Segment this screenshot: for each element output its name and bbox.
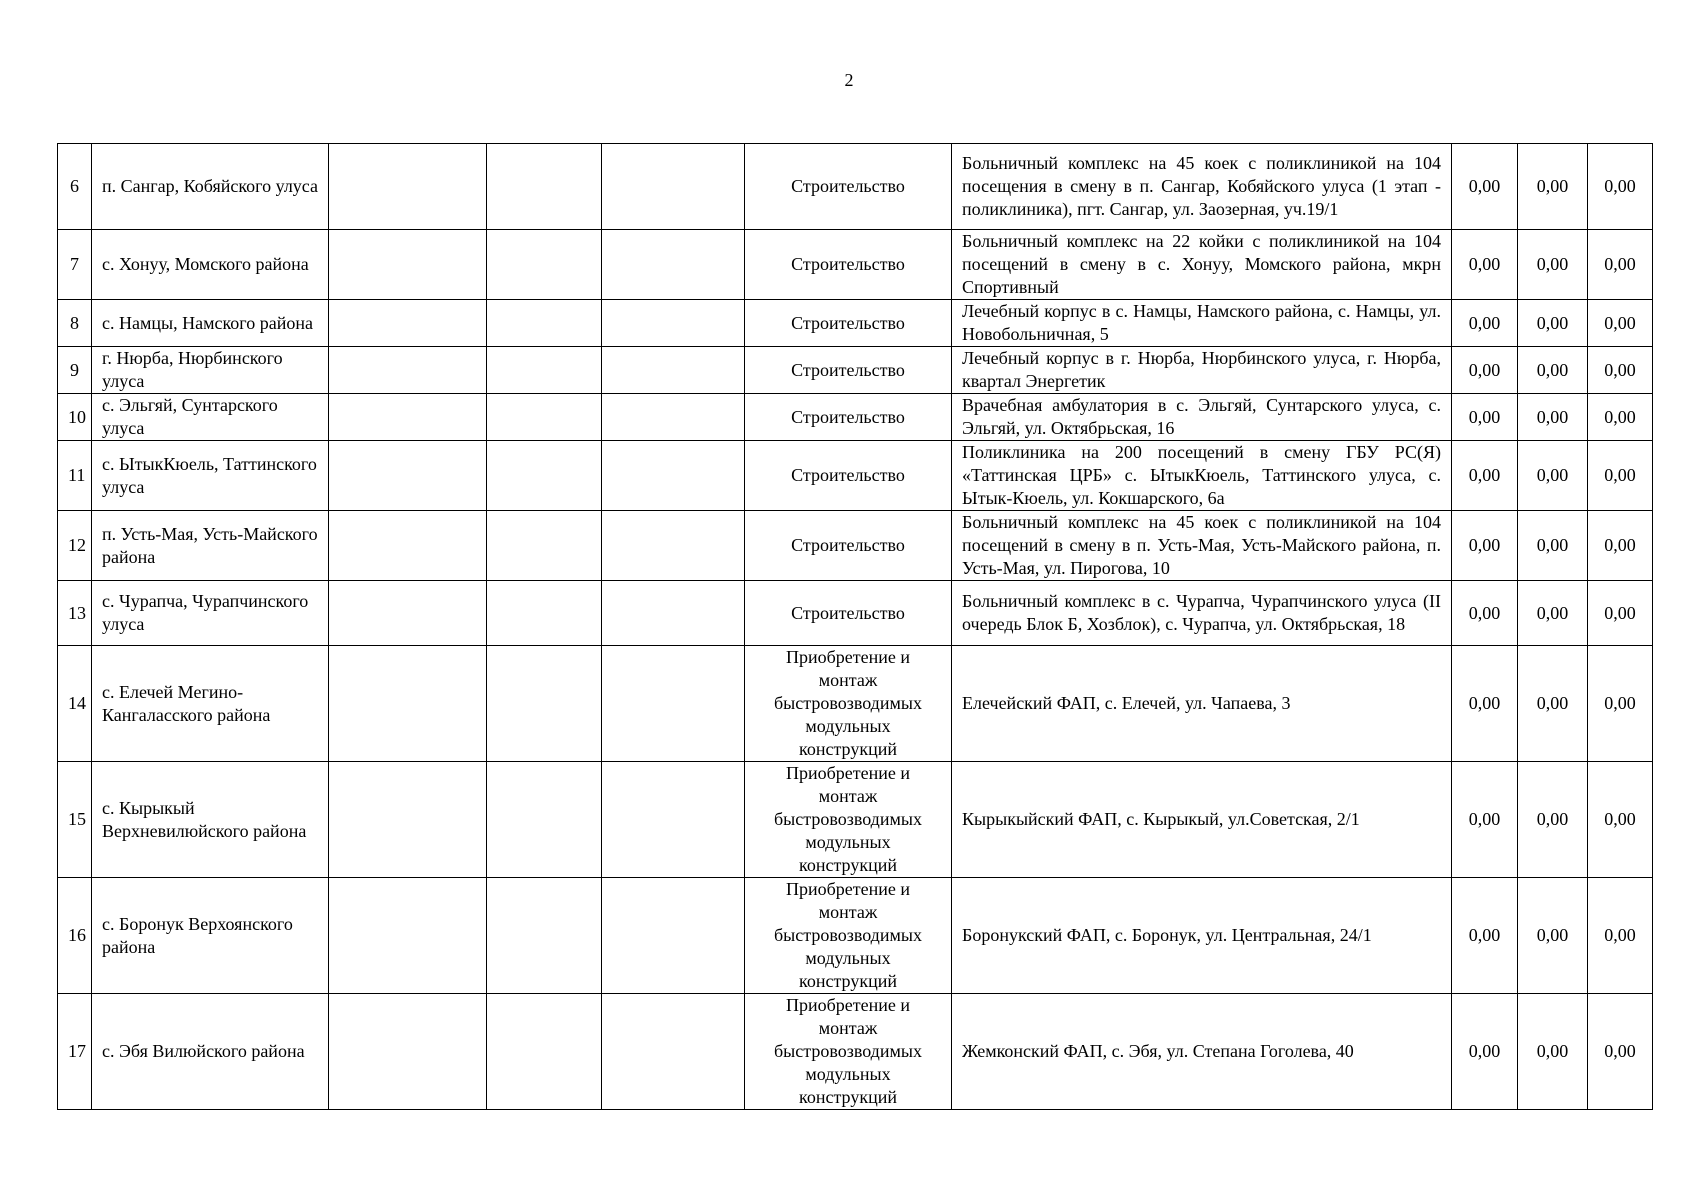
row-work-type: Строительство — [745, 347, 952, 394]
row-work-type: Строительство — [745, 230, 952, 300]
empty-cell — [329, 394, 487, 441]
empty-cell — [329, 347, 487, 394]
row-location: п. Усть-Мая, Усть-Майского района — [92, 511, 329, 581]
row-value-2: 0,00 — [1518, 300, 1588, 347]
row-number: 16 — [58, 878, 92, 994]
empty-cell — [329, 878, 487, 994]
row-value-1: 0,00 — [1452, 144, 1518, 230]
row-object: Врачебная амбулатория в с. Эльгяй, Сунтарского улуса, с. Эльгяй, ул. Октябрьская, 16 — [952, 394, 1452, 441]
row-work-type: Строительство — [745, 300, 952, 347]
empty-cell — [602, 394, 745, 441]
row-number: 10 — [58, 394, 92, 441]
empty-cell — [602, 581, 745, 646]
row-value-3: 0,00 — [1588, 144, 1653, 230]
row-location: с. Боронук Верхоянского района — [92, 878, 329, 994]
row-value-3: 0,00 — [1588, 762, 1653, 878]
row-value-2: 0,00 — [1518, 347, 1588, 394]
row-location: с. ЫтыкКюель, Таттинского улуса — [92, 441, 329, 511]
table-row — [58, 441, 1653, 511]
row-number: 8 — [58, 300, 92, 347]
row-number: 17 — [58, 994, 92, 1110]
row-value-2: 0,00 — [1518, 230, 1588, 300]
row-value-3: 0,00 — [1588, 646, 1653, 762]
row-value-2: 0,00 — [1518, 994, 1588, 1110]
row-object: Жемконский ФАП, с. Эбя, ул. Степана Гоголева, 40 — [952, 994, 1452, 1110]
row-location: с. Хонуу, Момского района — [92, 230, 329, 300]
row-value-1: 0,00 — [1452, 300, 1518, 347]
empty-cell — [602, 762, 745, 878]
table-body — [58, 144, 1653, 1110]
empty-cell — [329, 994, 487, 1110]
row-value-2: 0,00 — [1518, 144, 1588, 230]
row-object: Боронукский ФАП, с. Боронук, ул. Центральная, 24/1 — [952, 878, 1452, 994]
empty-cell — [602, 441, 745, 511]
row-value-2: 0,00 — [1518, 581, 1588, 646]
empty-cell — [329, 762, 487, 878]
row-location: г. Нюрба, Нюрбинского улуса — [92, 347, 329, 394]
row-location: с. Елечей Мегино-Кангаласского района — [92, 646, 329, 762]
empty-cell — [602, 511, 745, 581]
empty-cell — [487, 394, 602, 441]
empty-cell — [329, 581, 487, 646]
empty-cell — [487, 878, 602, 994]
empty-cell — [487, 994, 602, 1110]
row-value-2: 0,00 — [1518, 511, 1588, 581]
facilities-table — [57, 143, 1653, 1110]
row-value-2: 0,00 — [1518, 646, 1588, 762]
row-value-3: 0,00 — [1588, 581, 1653, 646]
row-number: 14 — [58, 646, 92, 762]
empty-cell — [329, 441, 487, 511]
row-object: Больничный комплекс на 45 коек с поликлиникой на 104 посещения в смену в п. Сангар, Кобяйского улуса (1 этап - поликлиника), пгт. Сангар, ул. Заозерная, уч.19/1 — [952, 144, 1452, 230]
empty-cell — [602, 646, 745, 762]
table-row — [58, 300, 1653, 347]
empty-cell — [329, 230, 487, 300]
row-value-3: 0,00 — [1588, 347, 1653, 394]
row-value-3: 0,00 — [1588, 441, 1653, 511]
empty-cell — [487, 581, 602, 646]
row-value-3: 0,00 — [1588, 878, 1653, 994]
row-location: с. Кырыкый Верхневилюйского района — [92, 762, 329, 878]
empty-cell — [487, 762, 602, 878]
row-value-1: 0,00 — [1452, 394, 1518, 441]
empty-cell — [602, 347, 745, 394]
empty-cell — [329, 511, 487, 581]
row-work-type: Приобретение и монтаж быстровозводимых модульных конструкций — [745, 994, 952, 1110]
empty-cell — [602, 230, 745, 300]
empty-cell — [329, 144, 487, 230]
empty-cell — [487, 144, 602, 230]
row-work-type: Строительство — [745, 394, 952, 441]
table-row — [58, 878, 1653, 994]
row-value-3: 0,00 — [1588, 300, 1653, 347]
empty-cell — [602, 144, 745, 230]
empty-cell — [487, 646, 602, 762]
row-work-type: Строительство — [745, 581, 952, 646]
row-object: Елечейский ФАП, с. Елечей, ул. Чапаева, 3 — [952, 646, 1452, 762]
page-number: 2 — [844, 70, 854, 90]
empty-cell — [602, 994, 745, 1110]
table-row — [58, 646, 1653, 762]
table-row — [58, 394, 1653, 441]
row-value-1: 0,00 — [1452, 511, 1518, 581]
row-object: Кырыкыйский ФАП, с. Кырыкый, ул.Советская, 2/1 — [952, 762, 1452, 878]
row-location: с. Эбя Вилюйского района — [92, 994, 329, 1110]
row-value-3: 0,00 — [1588, 230, 1653, 300]
row-object: Больничный комплекс на 22 койки с поликлиникой на 104 посещений в смену в с. Хонуу, Момского района, мкрн Спортивный — [952, 230, 1452, 300]
row-object: Больничный комплекс в с. Чурапча, Чурапчинского улуса (II очередь Блок Б, Хозблок), с. Чурапча, ул. Октябрьская, 18 — [952, 581, 1452, 646]
row-location: с. Намцы, Намского района — [92, 300, 329, 347]
empty-cell — [329, 300, 487, 347]
row-value-2: 0,00 — [1518, 441, 1588, 511]
row-work-type: Строительство — [745, 511, 952, 581]
table-row — [58, 230, 1653, 300]
row-value-1: 0,00 — [1452, 994, 1518, 1110]
row-value-3: 0,00 — [1588, 394, 1653, 441]
row-value-1: 0,00 — [1452, 347, 1518, 394]
row-value-2: 0,00 — [1518, 394, 1588, 441]
row-number: 9 — [58, 347, 92, 394]
empty-cell — [487, 230, 602, 300]
row-number: 6 — [58, 144, 92, 230]
row-object: Поликлиника на 200 посещений в смену ГБУ РС(Я) «Таттинская ЦРБ» с. ЫтыкКюель, Таттинского улуса, с. Ытык-Кюель, ул. Кокшарского, 6а — [952, 441, 1452, 511]
table-row — [58, 994, 1653, 1110]
row-value-1: 0,00 — [1452, 441, 1518, 511]
empty-cell — [487, 347, 602, 394]
empty-cell — [487, 300, 602, 347]
row-value-3: 0,00 — [1588, 994, 1653, 1110]
empty-cell — [487, 441, 602, 511]
row-location: п. Сангар, Кобяйского улуса — [92, 144, 329, 230]
row-object: Лечебный корпус в с. Намцы, Намского района, с. Намцы, ул. Новобольничная, 5 — [952, 300, 1452, 347]
empty-cell — [602, 300, 745, 347]
table-row — [58, 144, 1653, 230]
row-value-3: 0,00 — [1588, 511, 1653, 581]
row-number: 7 — [58, 230, 92, 300]
row-value-1: 0,00 — [1452, 581, 1518, 646]
row-work-type: Строительство — [745, 441, 952, 511]
empty-cell — [487, 511, 602, 581]
empty-cell — [329, 646, 487, 762]
row-work-type: Строительство — [745, 144, 952, 230]
table-row — [58, 581, 1653, 646]
row-number: 15 — [58, 762, 92, 878]
row-value-1: 0,00 — [1452, 762, 1518, 878]
row-value-2: 0,00 — [1518, 762, 1588, 878]
row-number: 13 — [58, 581, 92, 646]
row-work-type: Приобретение и монтаж быстровозводимых модульных конструкций — [745, 762, 952, 878]
empty-cell — [602, 878, 745, 994]
row-location: с. Чурапча, Чурапчинского улуса — [92, 581, 329, 646]
row-object: Лечебный корпус в г. Нюрба, Нюрбинского улуса, г. Нюрба, квартал Энергетик — [952, 347, 1452, 394]
row-object: Больничный комплекс на 45 коек с поликлиникой на 104 посещений в смену в п. Усть-Мая, Усть-Майского района, п. Усть-Мая, ул. Пирогова, 10 — [952, 511, 1452, 581]
row-value-1: 0,00 — [1452, 230, 1518, 300]
row-number: 11 — [58, 441, 92, 511]
table-row — [58, 762, 1653, 878]
row-work-type: Приобретение и монтаж быстровозводимых модульных конструкций — [745, 646, 952, 762]
row-number: 12 — [58, 511, 92, 581]
row-value-1: 0,00 — [1452, 646, 1518, 762]
row-location: с. Эльгяй, Сунтарского улуса — [92, 394, 329, 441]
table-row — [58, 511, 1653, 581]
table-row — [58, 347, 1653, 394]
row-value-1: 0,00 — [1452, 878, 1518, 994]
row-value-2: 0,00 — [1518, 878, 1588, 994]
row-work-type: Приобретение и монтаж быстровозводимых модульных конструкций — [745, 878, 952, 994]
